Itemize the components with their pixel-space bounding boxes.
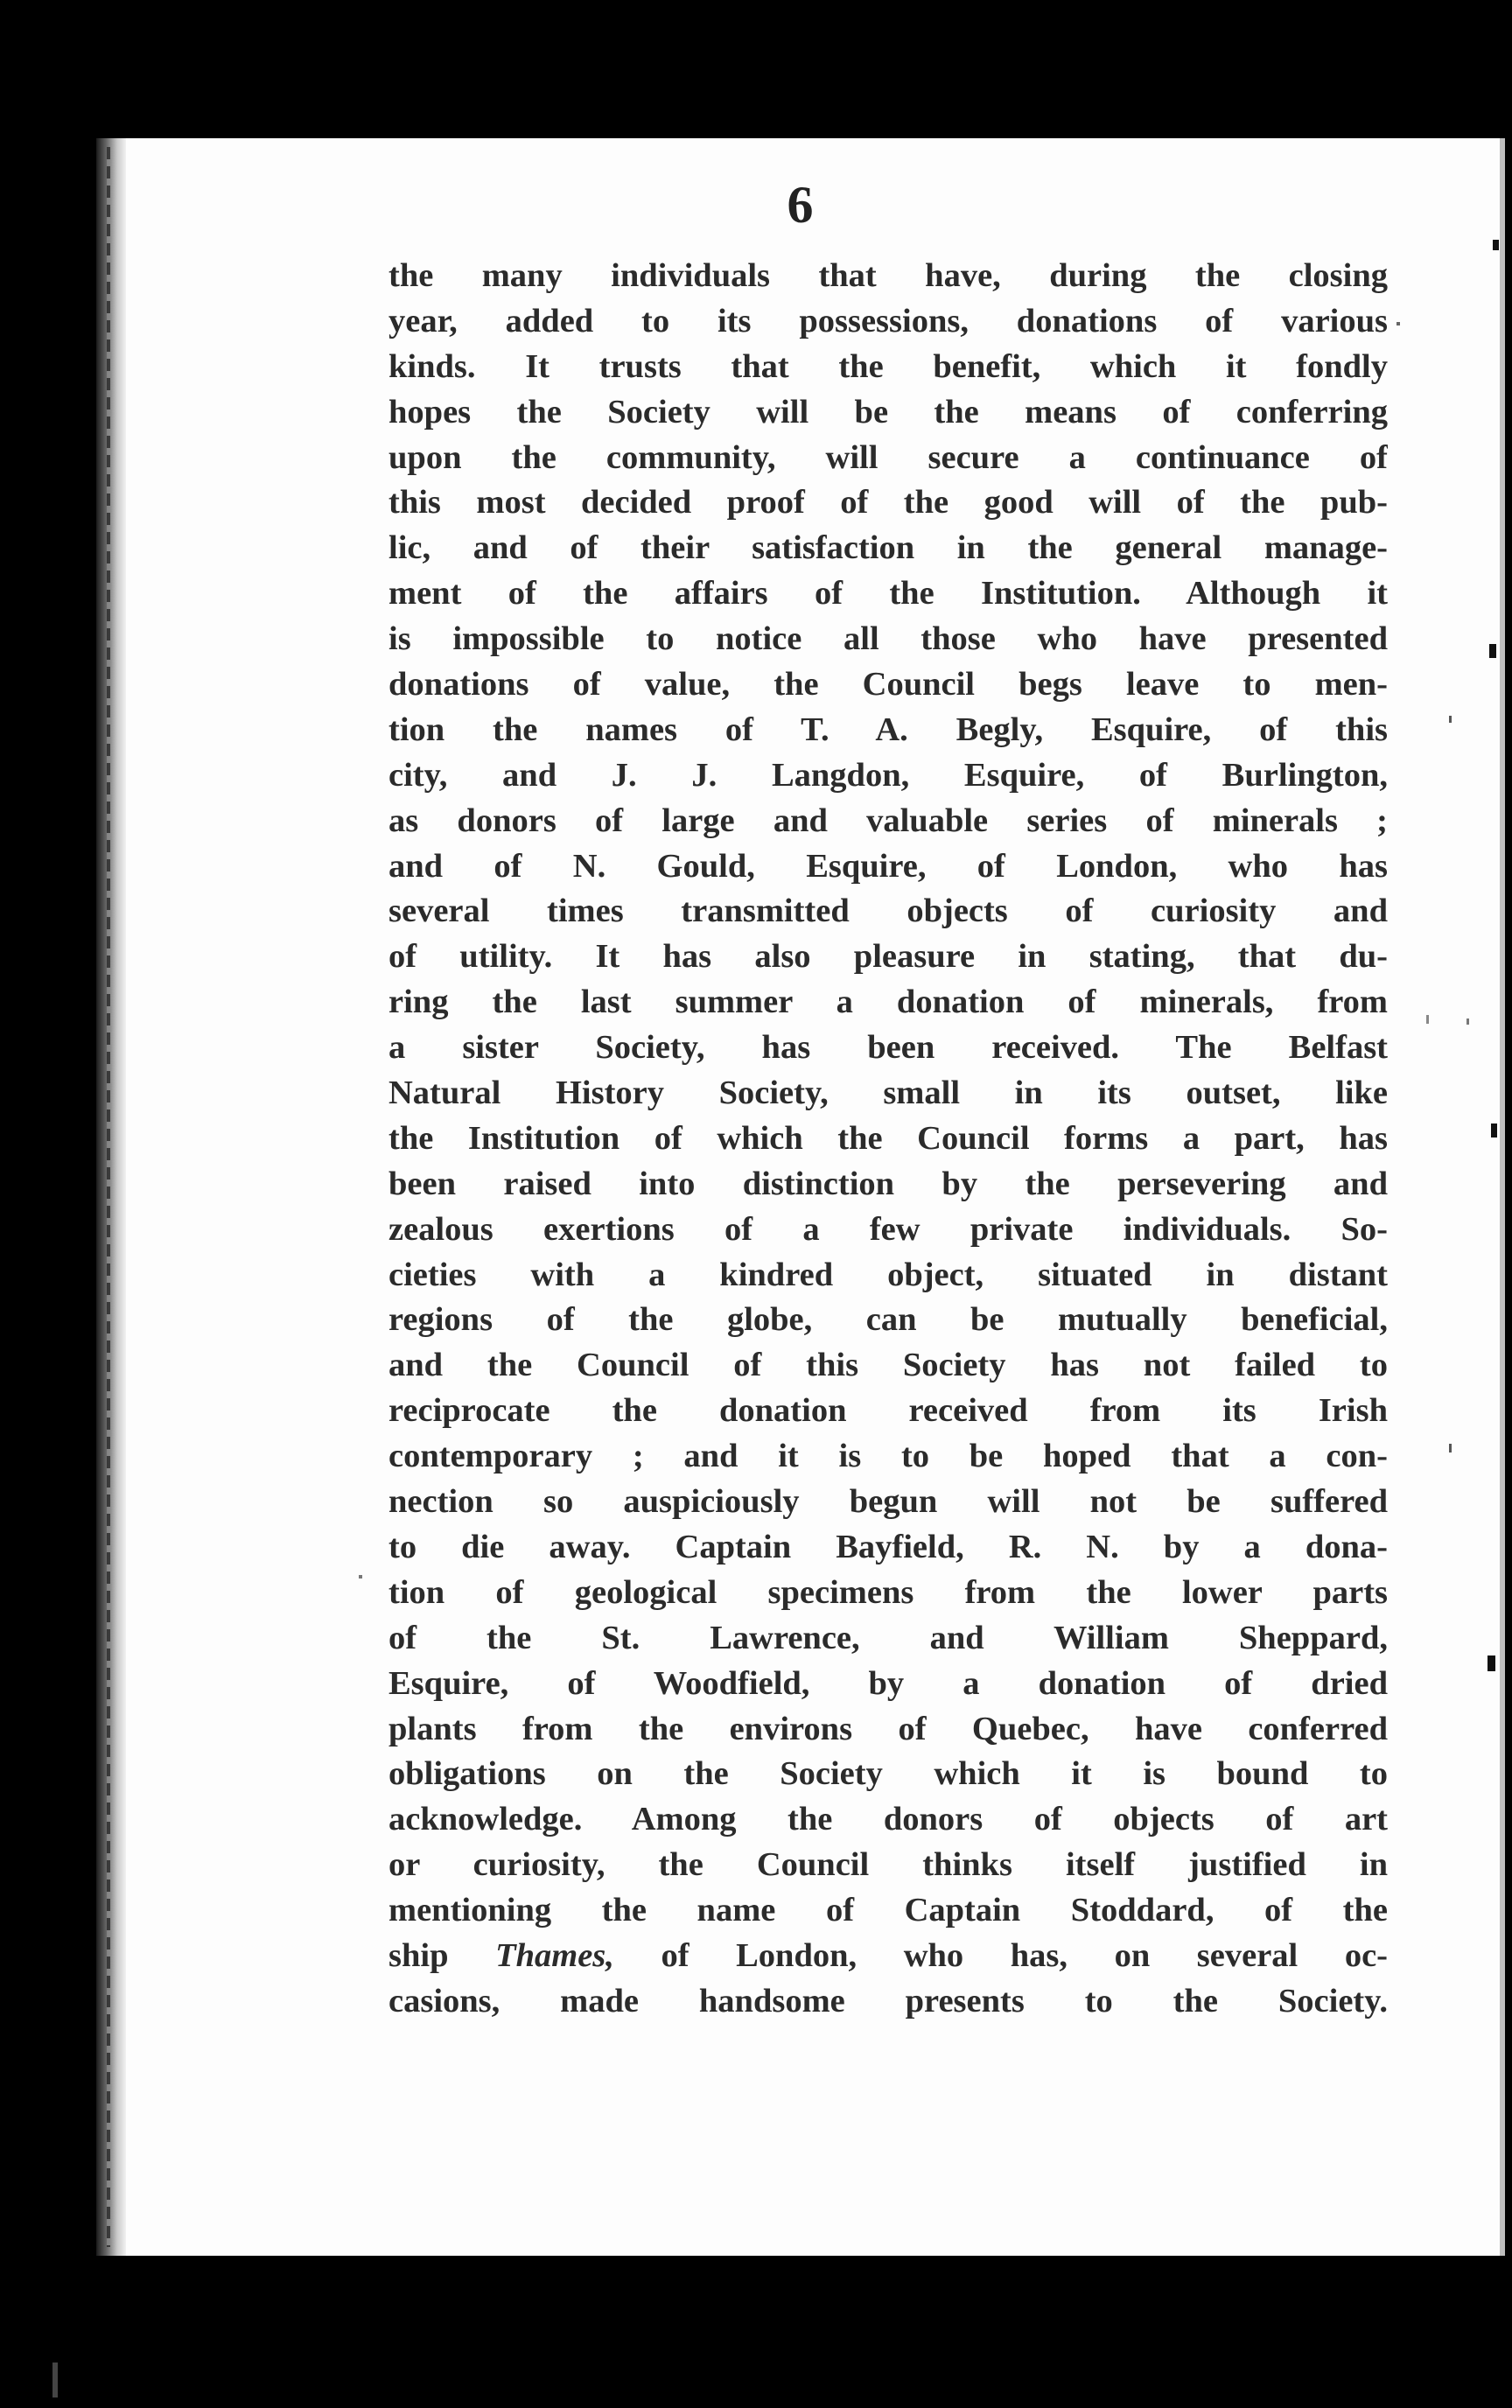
text-line: several times transmitted objects of curiosity and <box>388 892 1388 930</box>
text-line: the many individuals that have, during the closing <box>388 257 1388 294</box>
bleed-mark <box>359 1575 362 1578</box>
book-page <box>96 138 1505 2256</box>
text-line: been raised into distinction by the persevering and <box>388 1165 1388 1202</box>
text-line: donations of value, the Council begs leave to men- <box>388 666 1388 704</box>
text-line: regions of the globe, can be mutually beneficial, <box>388 1301 1388 1339</box>
text-line: as donors of large and valuable series of minerals ; <box>388 802 1388 839</box>
page-edge-shading <box>1500 138 1505 2256</box>
text-line: and the Council of this Society has not failed to <box>388 1347 1388 1384</box>
text-line: kinds. It trusts that the benefit, which it fondly <box>388 347 1388 385</box>
bleed-mark <box>1493 240 1499 250</box>
text-line: the Institution of which the Council forms a part, has <box>388 1119 1388 1157</box>
text-line: of the St. Lawrence, and William Sheppard, <box>388 1619 1388 1656</box>
bleed-mark <box>1449 716 1452 723</box>
text-line: acknowledge. Among the donors of objects of art <box>388 1801 1388 1838</box>
text-line: a sister Society, has been received. The Belfast <box>388 1029 1388 1067</box>
text-line: tion of geological specimens from the lower parts <box>388 1573 1388 1611</box>
text-line: tion the names of T. A. Begly, Esquire, of this <box>388 710 1388 748</box>
text-line: Esquire, of Woodfield, by a donation of dried <box>388 1664 1388 1702</box>
page-number: 6 <box>787 176 815 234</box>
text-line: to die away. Captain Bayfield, R. N. by a dona- <box>388 1528 1388 1565</box>
text-fragment: ship <box>388 1936 496 1974</box>
page-binding-edge <box>107 147 110 2247</box>
bleed-mark <box>1449 1444 1452 1452</box>
scan-speck <box>52 2362 58 2398</box>
text-line: year, added to its possessions, donations of various <box>388 302 1388 340</box>
text-line-final: casions, made handsome presents to the Society. <box>388 1982 1388 2020</box>
bleed-mark <box>1491 1124 1497 1138</box>
bleed-mark <box>1466 1018 1469 1025</box>
text-line: contemporary ; and it is to be hoped that a con- <box>388 1438 1388 1475</box>
text-line: reciprocate the donation received from its Irish <box>388 1392 1388 1430</box>
ship-name-italic: Thames, <box>495 1936 614 1974</box>
text-line: plants from the environs of Quebec, have conferred <box>388 1710 1388 1747</box>
text-line: hopes the Society will be the means of conferring <box>388 393 1388 430</box>
text-fragment: of London, who has, on several oc- <box>613 1936 1388 1974</box>
text-line: ment of the affairs of the Institution. Although it <box>388 575 1388 612</box>
text-line: or curiosity, the Council thinks itself justified in <box>388 1846 1388 1884</box>
page-spine-shadow <box>96 138 126 2256</box>
text-line: nection so auspiciously begun will not be suffered <box>388 1483 1388 1521</box>
bleed-mark <box>1489 644 1496 658</box>
text-line: obligations on the Society which it is bound to <box>388 1755 1388 1793</box>
text-line: cieties with a kindred object, situated in distant <box>388 1256 1388 1293</box>
bleed-mark <box>1488 1656 1495 1671</box>
text-line: this most decided proof of the good will of the pub- <box>388 484 1388 522</box>
text-line: upon the community, will secure a continuance of <box>388 438 1388 476</box>
text-line: zealous exertions of a few private individuals. So- <box>388 1210 1388 1248</box>
text-line: is impossible to notice all those who have presented <box>388 620 1388 658</box>
text-line: Natural History Society, small in its outset, like <box>388 1074 1388 1112</box>
body-text <box>388 254 1388 2025</box>
text-line-with-italic <box>388 1934 1388 1979</box>
text-line: ring the last summer a donation of minerals, from <box>388 984 1388 1021</box>
text-line: lic, and of their satisfaction in the general manage- <box>388 529 1388 567</box>
text-line: mentioning the name of Captain Stoddard, of the <box>388 1892 1388 1929</box>
text-line: of utility. It has also pleasure in stating, that du- <box>388 938 1388 976</box>
bleed-mark <box>1396 322 1400 326</box>
text-line: and of N. Gould, Esquire, of London, who has <box>388 847 1388 885</box>
bleed-mark <box>1426 1015 1429 1024</box>
text-line: city, and J. J. Langdon, Esquire, of Burlington, <box>388 756 1388 794</box>
